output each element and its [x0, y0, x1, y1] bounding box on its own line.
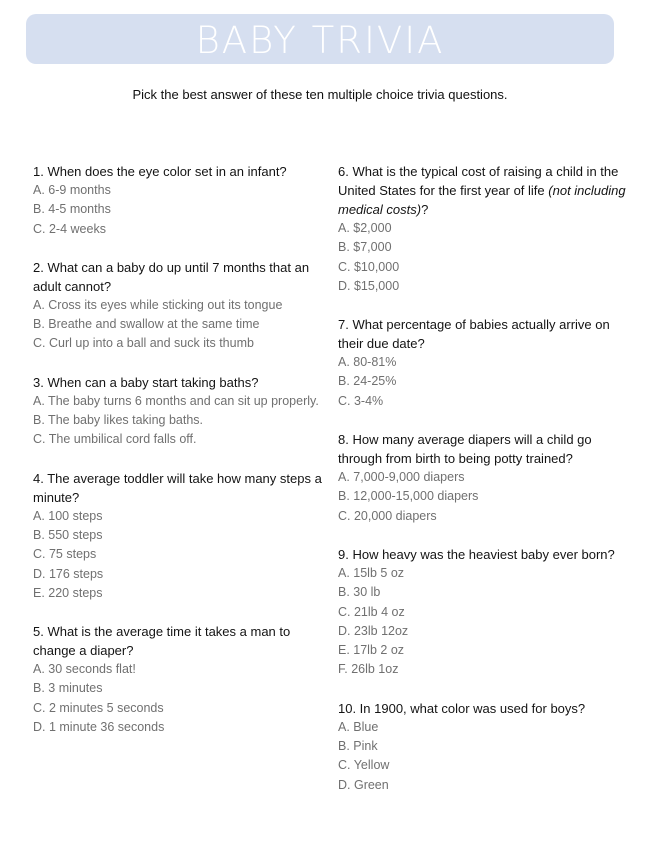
- question-text: 1. When does the eye color set in an infant?: [33, 164, 287, 179]
- answer-option: D. 176 steps: [33, 566, 104, 581]
- question-text: 8. How many average diapers will a child go through from birth to being potty trained?: [338, 432, 592, 467]
- answer-option: B. 3 minutes: [33, 681, 103, 696]
- answer-option: D. Green: [338, 777, 389, 792]
- answer-option: E. 17lb 2 oz: [338, 643, 405, 658]
- answer-option: B. $7,000: [338, 240, 392, 255]
- answer-option: C. Yellow: [338, 758, 390, 773]
- question-text: 2. What can a baby do up until 7 months that an adult cannot?: [33, 259, 310, 294]
- answer-option: B. Breathe and swallow at the same time: [33, 317, 260, 332]
- page-title: BABY TRIVIA: [195, 18, 445, 62]
- answer-option: B. 12,000-15,000 diapers: [338, 489, 479, 504]
- answer-option: F. 26lb 1oz: [338, 662, 399, 677]
- answer-option: A. $2,000: [338, 221, 392, 235]
- question-text: 9. How heavy was the heaviest baby ever born?: [338, 546, 615, 562]
- answer-option: D. 23lb 12oz: [338, 623, 409, 638]
- question-text: 3. When can a baby start taking baths?: [33, 374, 259, 390]
- answer-option: A. 80-81%: [338, 355, 397, 370]
- question-block: [33, 373, 323, 450]
- question-block: [33, 622, 323, 737]
- answer-option: A. 6-9 months: [33, 183, 111, 197]
- answer-option: C. $10,000: [338, 259, 400, 274]
- answer-option: A. 15lb 5 oz: [338, 565, 405, 580]
- answer-option: A. 30 seconds flat!: [33, 662, 136, 677]
- question-text: 4. The average toddler will take how many steps a minute?: [33, 470, 322, 505]
- answer-option: A. 7,000-9,000 diapers: [338, 470, 465, 485]
- answer-option: B. The baby likes taking baths.: [33, 413, 204, 428]
- answer-option: B. 4-5 months: [33, 202, 111, 217]
- answer-option: A. The baby turns 6 months and can sit up properly.: [33, 393, 319, 408]
- question-end: ?: [421, 202, 429, 217]
- answer-option: C. 2 minutes 5 seconds: [33, 700, 164, 715]
- question-block: [338, 699, 633, 795]
- answer-option: C. 20,000 diapers: [338, 508, 437, 523]
- question-text: 5. What is the average time it takes a man to change a diaper?: [33, 624, 291, 659]
- answer-option: B. 30 lb: [338, 585, 381, 600]
- question-main: 6. What is the typical cost of raising a child in the United States for the first year of life: [338, 164, 619, 198]
- answer-option: A. 100 steps: [33, 508, 103, 523]
- question-block: [33, 469, 323, 603]
- question-block: [33, 162, 323, 239]
- answer-option: C. Curl up into a ball and suck its thumb: [33, 336, 254, 351]
- question-text: 7. What percentage of babies actually arrive on their due date?: [338, 317, 610, 352]
- answer-option: A. Blue: [338, 719, 379, 734]
- answer-option: A. Cross its eyes while sticking out its tongue: [33, 297, 283, 312]
- answer-option: C. 75 steps: [33, 547, 97, 562]
- answer-option: C. 2-4 weeks: [33, 221, 106, 236]
- question-text: [338, 162, 633, 219]
- answer-option: B. 24-25%: [338, 374, 397, 389]
- title-banner: [26, 14, 614, 64]
- question-block: [338, 545, 633, 680]
- answer-option: C. 3-4%: [338, 393, 384, 408]
- left-column: [33, 162, 323, 756]
- answer-option: C. 21lb 4 oz: [338, 604, 405, 619]
- instructions: Pick the best answer of these ten multiple choice trivia questions.: [132, 87, 508, 102]
- answer-option: D. 1 minute 36 seconds: [33, 720, 165, 735]
- question-note: (not including medical costs): [338, 183, 626, 217]
- answer-option: E. 220 steps: [33, 585, 103, 600]
- question-block: [338, 315, 633, 411]
- right-column: [338, 162, 633, 814]
- answer-option: B. Pink: [338, 739, 378, 754]
- question-text: 10. In 1900, what color was used for boys?: [338, 700, 586, 716]
- answer-option: B. 550 steps: [33, 527, 103, 542]
- answer-option: C. The umbilical cord falls off.: [33, 432, 197, 447]
- question-block: [338, 162, 633, 296]
- answer-option: D. $15,000: [338, 278, 400, 293]
- question-block: [338, 430, 633, 526]
- question-block: [33, 258, 323, 354]
